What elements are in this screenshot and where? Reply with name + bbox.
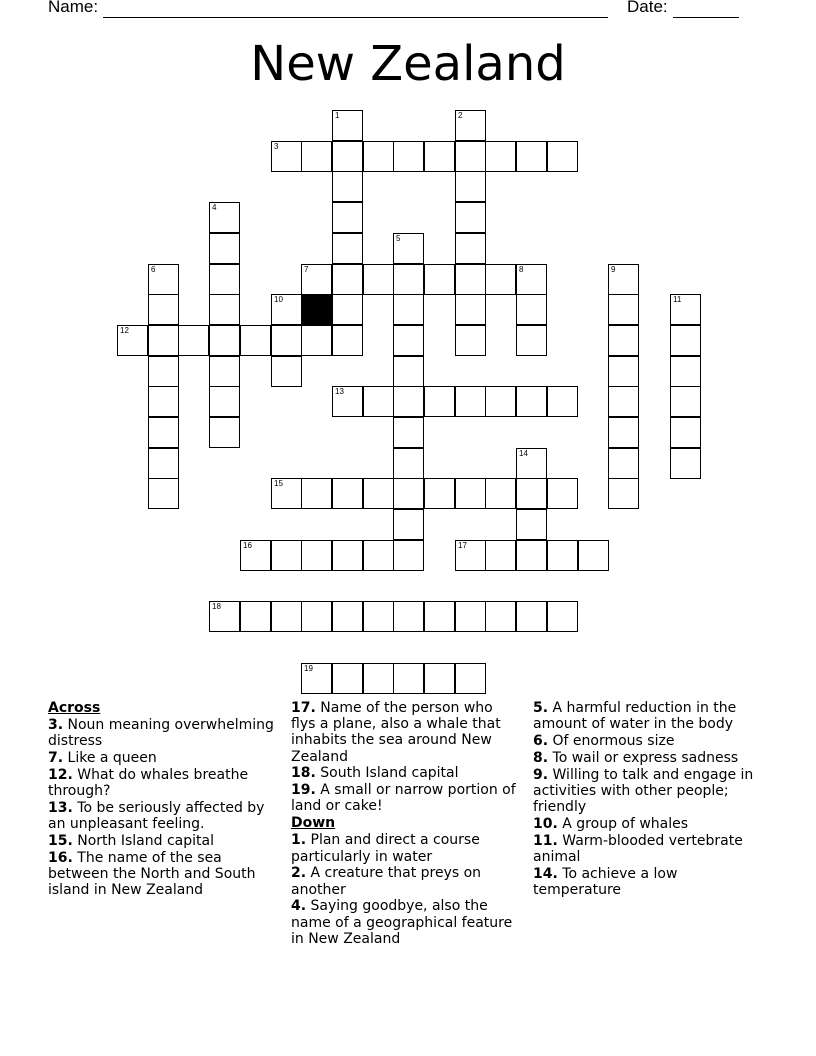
grid-cell[interactable] <box>393 141 424 172</box>
grid-cell[interactable] <box>271 141 302 172</box>
clue-number: 7 <box>304 265 309 274</box>
clue-number: 12 <box>120 326 129 335</box>
clue-number: 18 <box>212 602 221 611</box>
grid-cell[interactable] <box>608 264 639 295</box>
grid-cell[interactable] <box>424 663 455 694</box>
grid-cell[interactable] <box>485 601 516 632</box>
grid-cell[interactable] <box>608 478 639 509</box>
grid-cell[interactable] <box>455 141 486 172</box>
clue-down: 10. A group of whales <box>533 815 689 832</box>
grid-cell[interactable] <box>271 540 302 571</box>
clue-down: 8. To wail or express sadness <box>533 749 739 766</box>
clue-number: 9 <box>611 265 616 274</box>
grid-cell[interactable] <box>393 663 424 694</box>
grid-cell[interactable] <box>301 540 332 571</box>
grid-cell[interactable] <box>332 663 363 694</box>
grid-cell[interactable] <box>608 325 639 356</box>
grid-cell[interactable] <box>516 386 547 417</box>
grid-cell[interactable] <box>424 264 455 295</box>
grid-cell[interactable] <box>485 386 516 417</box>
grid-cell[interactable] <box>332 264 363 295</box>
grid-cell[interactable] <box>271 601 302 632</box>
grid-cell[interactable] <box>209 417 240 448</box>
grid-cell[interactable] <box>516 478 547 509</box>
grid-cell[interactable] <box>455 294 486 325</box>
clue-down: 2. A creature that preys on another <box>291 865 482 898</box>
clue-number: 10 <box>274 295 283 304</box>
grid-cell[interactable] <box>547 540 578 571</box>
grid-cell[interactable] <box>332 601 363 632</box>
grid-cell[interactable] <box>393 356 424 387</box>
grid-cell[interactable] <box>547 141 578 172</box>
grid-cell[interactable] <box>455 202 486 233</box>
clue-number: 3 <box>274 142 279 151</box>
date-label: Date: <box>627 0 668 16</box>
grid-cell[interactable] <box>301 141 332 172</box>
grid-cell[interactable] <box>332 141 363 172</box>
grid-cell[interactable] <box>608 448 639 479</box>
grid-cell[interactable] <box>363 663 394 694</box>
grid-cell[interactable] <box>516 448 547 479</box>
grid-cell[interactable] <box>209 202 240 233</box>
grid-cell[interactable] <box>148 417 179 448</box>
grid-cell[interactable] <box>455 540 486 571</box>
across-heading: Across <box>48 700 101 716</box>
grid-cell[interactable] <box>209 294 240 325</box>
grid-cell[interactable] <box>608 386 639 417</box>
grid-cell[interactable] <box>424 601 455 632</box>
grid-cell[interactable] <box>301 601 332 632</box>
grid-cell[interactable] <box>516 509 547 540</box>
grid-cell[interactable] <box>363 386 394 417</box>
grid-cell[interactable] <box>670 294 701 325</box>
clues-column-3 <box>533 700 769 899</box>
grid-cell[interactable] <box>393 264 424 295</box>
grid-cell[interactable] <box>670 386 701 417</box>
grid-cell[interactable] <box>240 601 271 632</box>
grid-cell[interactable] <box>578 540 609 571</box>
grid-cell[interactable] <box>455 663 486 694</box>
clue-across: 19. A small or narrow portion of land or cake! <box>291 782 516 815</box>
grid-cell[interactable] <box>363 540 394 571</box>
clue-down: 9. Willing to talk and engage in activities with other people; friendly <box>533 766 754 815</box>
grid-cell[interactable] <box>240 540 271 571</box>
grid-cell[interactable] <box>485 141 516 172</box>
grid-cell[interactable] <box>271 325 302 356</box>
grid-cell[interactable] <box>455 386 486 417</box>
grid-cell[interactable] <box>209 386 240 417</box>
grid-cell[interactable] <box>271 478 302 509</box>
grid-cell[interactable] <box>209 601 240 632</box>
grid-cell[interactable] <box>148 325 179 356</box>
grid-cell[interactable] <box>670 417 701 448</box>
clue-number: 16 <box>243 541 252 550</box>
grid-cell[interactable] <box>608 294 639 325</box>
grid-cell[interactable] <box>363 478 394 509</box>
name-label: Name: <box>48 0 99 16</box>
clue-number: 8 <box>519 265 524 274</box>
grid-cell[interactable] <box>301 264 332 295</box>
grid-cell[interactable] <box>455 325 486 356</box>
clue-across: 7. Like a queen <box>48 750 157 767</box>
grid-cell[interactable] <box>209 325 240 356</box>
grid-cell[interactable] <box>393 478 424 509</box>
clue-number: 11 <box>673 295 682 304</box>
clue-across: 17. Name of the person who flys a plane, also a whale that inhabits the sea around New Zealand <box>291 700 501 765</box>
grid-cell[interactable] <box>455 601 486 632</box>
clue-across: 15. North Island capital <box>48 833 214 849</box>
grid-cell[interactable] <box>363 601 394 632</box>
grid-cell[interactable] <box>455 110 486 141</box>
grid-cell[interactable] <box>393 233 424 264</box>
grid-cell[interactable] <box>209 264 240 295</box>
grid-cell[interactable] <box>332 171 363 202</box>
clue-across: 3. Noun meaning overwhelming distress <box>48 717 274 750</box>
grid-cell[interactable] <box>393 294 424 325</box>
page-title: New Zealand <box>250 36 566 92</box>
grid-cell[interactable] <box>516 141 547 172</box>
grid-cell[interactable] <box>393 448 424 479</box>
grid-cell[interactable] <box>332 386 363 417</box>
grid-cell[interactable] <box>148 264 179 295</box>
clue-number: 13 <box>335 387 344 396</box>
grid-block <box>301 294 332 325</box>
grid-cell[interactable] <box>209 233 240 264</box>
clue-number: 19 <box>304 664 313 673</box>
grid-cell[interactable] <box>670 325 701 356</box>
grid-cell[interactable] <box>670 448 701 479</box>
grid-cell[interactable] <box>148 356 179 387</box>
grid-cell[interactable] <box>301 663 332 694</box>
clue-number: 6 <box>151 265 156 274</box>
grid-cell[interactable] <box>148 448 179 479</box>
clue-down: 5. A harmful reduction in the amount of water in the body <box>533 700 737 733</box>
grid-cell[interactable] <box>301 478 332 509</box>
grid-cell[interactable] <box>516 294 547 325</box>
grid-cell[interactable] <box>332 110 363 141</box>
grid-cell[interactable] <box>424 478 455 509</box>
clue-down: 1. Plan and direct a course particularly in water <box>291 832 480 865</box>
grid-cell[interactable] <box>455 233 486 264</box>
grid-cell[interactable] <box>393 509 424 540</box>
grid-cell[interactable] <box>424 386 455 417</box>
grid-cell[interactable] <box>363 141 394 172</box>
grid-cell[interactable] <box>393 540 424 571</box>
grid-cell[interactable] <box>516 325 547 356</box>
grid-cell[interactable] <box>332 233 363 264</box>
grid-cell[interactable] <box>240 325 271 356</box>
grid-cell[interactable] <box>178 325 209 356</box>
grid-cell[interactable] <box>271 294 302 325</box>
clue-across: 13. To be seriously affected by an unpleasant feeling. <box>48 800 265 833</box>
clue-number: 17 <box>458 541 467 550</box>
grid-cell[interactable] <box>670 356 701 387</box>
grid-cell[interactable] <box>547 601 578 632</box>
grid-cell[interactable] <box>547 386 578 417</box>
clue-across: 12. What do whales breathe through? <box>48 767 249 800</box>
grid-cell[interactable] <box>608 356 639 387</box>
grid-cell[interactable] <box>424 141 455 172</box>
grid-cell[interactable] <box>301 325 332 356</box>
clues-column-2 <box>291 700 521 948</box>
clue-number: 1 <box>335 111 340 120</box>
grid-cell[interactable] <box>455 171 486 202</box>
grid-cell[interactable] <box>485 264 516 295</box>
grid-cell[interactable] <box>547 478 578 509</box>
clue-number: 14 <box>519 449 528 458</box>
grid-cell[interactable] <box>363 264 394 295</box>
grid-cell[interactable] <box>393 601 424 632</box>
grid-cell[interactable] <box>332 478 363 509</box>
clue-down: 6. Of enormous size <box>533 733 675 749</box>
grid-cell[interactable] <box>117 325 148 356</box>
grid-cell[interactable] <box>455 264 486 295</box>
grid-cell[interactable] <box>393 325 424 356</box>
clue-across: 16. The name of the sea between the North and South island in New Zealand <box>48 849 256 899</box>
clue-number: 5 <box>396 234 401 243</box>
grid-cell[interactable] <box>393 386 424 417</box>
clue-down: 11. Warm-blooded vertebrate animal <box>533 832 743 865</box>
grid-cell[interactable] <box>608 417 639 448</box>
clue-down: 14. To achieve a low temperature <box>533 865 678 898</box>
clue-number: 4 <box>212 203 217 212</box>
grid-cell[interactable] <box>393 417 424 448</box>
grid-cell[interactable] <box>332 325 363 356</box>
grid-cell[interactable] <box>455 478 486 509</box>
grid-cell[interactable] <box>516 540 547 571</box>
grid-cell[interactable] <box>148 478 179 509</box>
clue-down: 4. Saying goodbye, also the name of a geographical feature in New Zealand <box>291 898 513 947</box>
down-heading: Down <box>291 815 336 832</box>
clue-across: 18. South Island capital <box>291 765 459 782</box>
grid-cell[interactable] <box>332 540 363 571</box>
grid-cell[interactable] <box>148 294 179 325</box>
grid-cell[interactable] <box>148 386 179 417</box>
clue-number: 2 <box>458 111 463 120</box>
grid-cell[interactable] <box>516 601 547 632</box>
grid-cell[interactable] <box>209 356 240 387</box>
clue-number: 15 <box>274 479 283 488</box>
clues-column-1 <box>48 700 280 899</box>
grid-cell[interactable] <box>332 202 363 233</box>
grid-cell[interactable] <box>271 356 302 387</box>
grid-cell[interactable] <box>485 478 516 509</box>
grid-cell[interactable] <box>516 264 547 295</box>
grid-cell[interactable] <box>332 294 363 325</box>
grid-cell[interactable] <box>485 540 516 571</box>
